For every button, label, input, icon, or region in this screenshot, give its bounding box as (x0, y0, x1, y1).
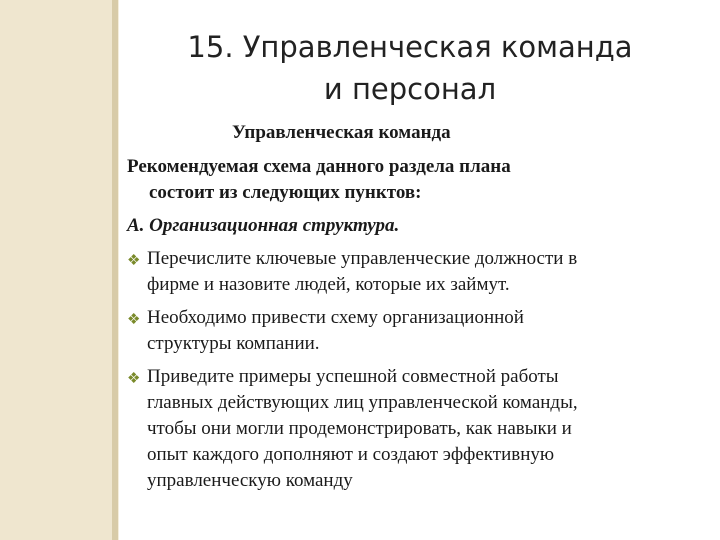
bullet-line: Перечислите ключевые управленческие должности в (147, 248, 578, 269)
bullet-text (147, 246, 692, 298)
bullet-line: управленческую команду (147, 470, 353, 491)
slide-title-line-1: 15. Управленческая команда (187, 30, 633, 64)
diamond-bullet-icon: ❖ (127, 371, 141, 387)
slide-title (130, 26, 690, 110)
side-band (0, 0, 112, 540)
diamond-bullet-icon: ❖ (127, 253, 141, 269)
bullet-line: структуры компании. (147, 333, 320, 354)
bullet-line: опыт каждого дополняют и создают эффективную (147, 444, 555, 465)
diamond-bullet-icon: ❖ (127, 312, 141, 328)
section-heading: А. Организационная структура. (127, 215, 400, 236)
slide-title-line-2: и персонал (323, 72, 497, 106)
list-item (127, 364, 692, 494)
bullet-line: Необходимо привести схему организационной (147, 307, 524, 328)
bullet-text (147, 305, 692, 357)
intro-paragraph (127, 154, 692, 206)
slide-content (127, 154, 692, 501)
intro-line-1: Рекомендуемая схема данного раздела плана (127, 156, 511, 177)
list-item (127, 246, 692, 298)
bullet-text (147, 364, 692, 494)
bullet-line: Приведите примеры успешной совместной работы (147, 366, 559, 387)
intro-line-2: состоит из следующих пунктов: (149, 182, 422, 203)
slide-subtitle: Управленческая команда (232, 122, 451, 143)
list-item (127, 305, 692, 357)
bullet-line: фирме и назовите людей, которые их займут. (147, 274, 510, 295)
side-divider-highlight (118, 0, 119, 540)
bullet-line: чтобы они могли продемонстрировать, как навыки и (147, 418, 572, 439)
bullet-line: главных действующих лиц управленческой команды, (147, 392, 578, 413)
